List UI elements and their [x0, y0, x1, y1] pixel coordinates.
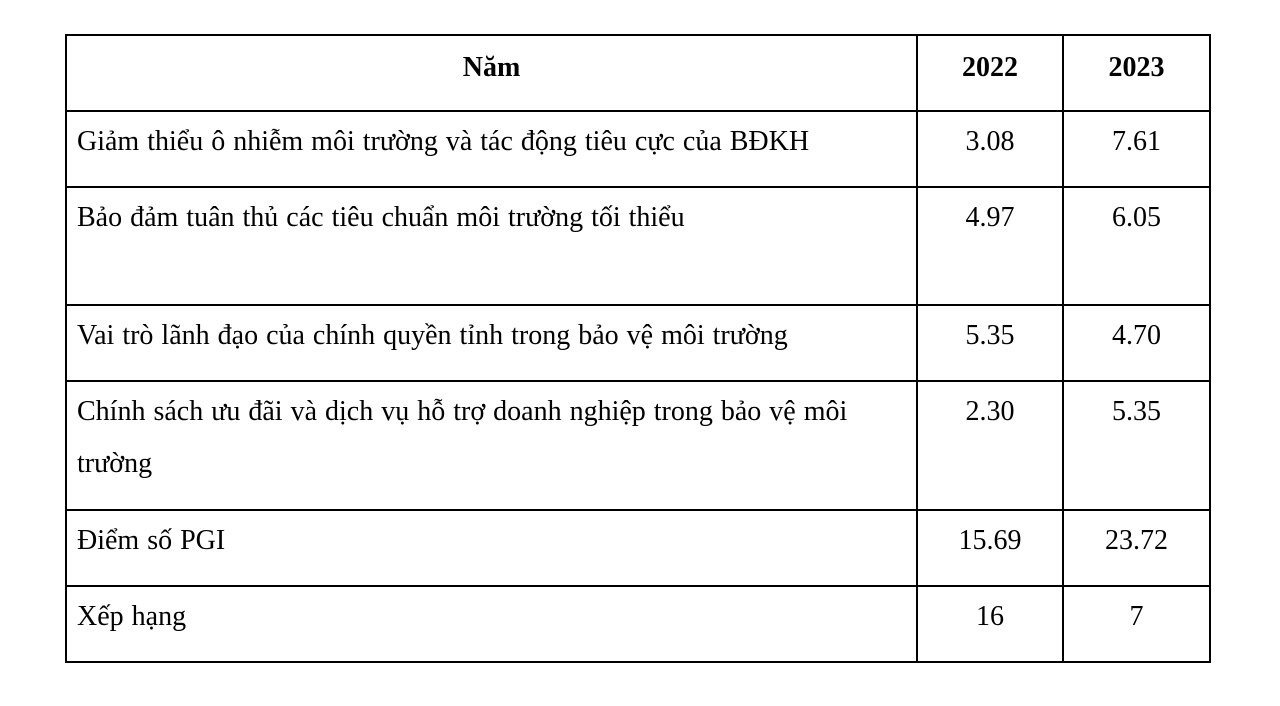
row-value-2023: 4.70: [1063, 305, 1210, 381]
row-label: Xếp hạng: [66, 586, 917, 662]
table-row-pgi-score: [66, 510, 1210, 586]
table-row: [66, 305, 1210, 381]
row-value-2023: 7: [1063, 586, 1210, 662]
row-value-2023: 23.72: [1063, 510, 1210, 586]
row-value-2022: 15.69: [917, 510, 1063, 586]
header-year-label: Năm: [66, 35, 917, 111]
header-2022: 2022: [917, 35, 1063, 111]
row-label: Điểm số PGI: [66, 510, 917, 586]
table-row: [66, 187, 1210, 305]
row-label: Bảo đảm tuân thủ các tiêu chuẩn môi trường tối thiểu: [66, 187, 917, 305]
table-header-row: [66, 35, 1210, 111]
header-2023: 2023: [1063, 35, 1210, 111]
row-value-2022: 4.97: [917, 187, 1063, 305]
row-value-2022: 16: [917, 586, 1063, 662]
pgi-environment-table: [65, 34, 1211, 663]
table-row-ranking: [66, 586, 1210, 662]
row-value-2022: 2.30: [917, 381, 1063, 510]
row-label: Vai trò lãnh đạo của chính quyền tỉnh trong bảo vệ môi trường: [66, 305, 917, 381]
row-label: Chính sách ưu đãi và dịch vụ hỗ trợ doanh nghiệp trong bảo vệ môi trường: [66, 381, 917, 510]
row-value-2023: 6.05: [1063, 187, 1210, 305]
row-value-2023: 7.61: [1063, 111, 1210, 187]
row-value-2022: 5.35: [917, 305, 1063, 381]
row-value-2022: 3.08: [917, 111, 1063, 187]
row-label: Giảm thiểu ô nhiễm môi trường và tác động tiêu cực của BĐKH: [66, 111, 917, 187]
row-value-2023: 5.35: [1063, 381, 1210, 510]
table-row: [66, 381, 1210, 510]
table-row: [66, 111, 1210, 187]
